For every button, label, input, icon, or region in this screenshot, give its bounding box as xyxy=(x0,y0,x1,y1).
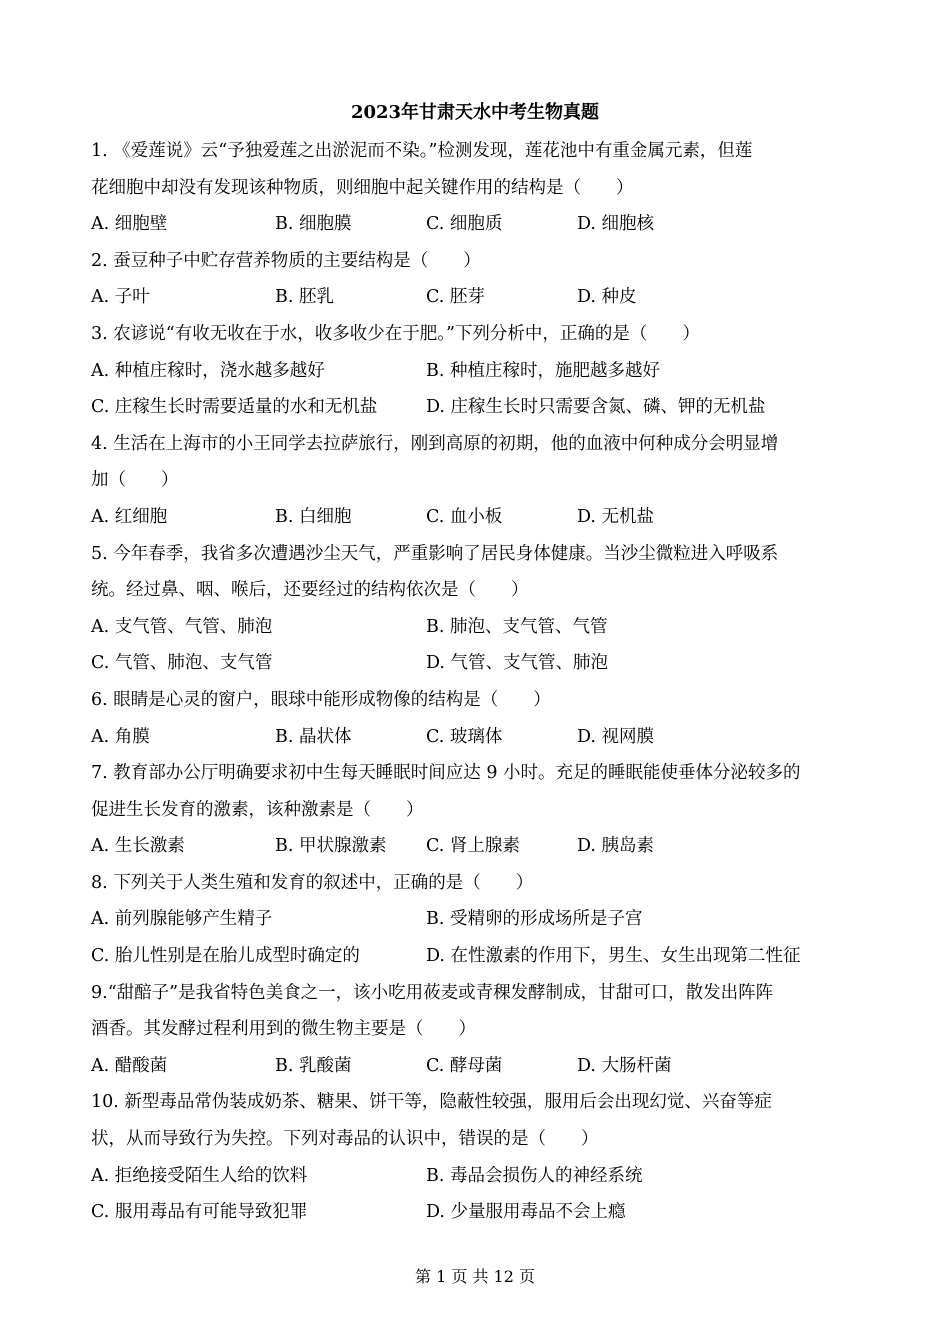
option-c: C. 酵母菌 xyxy=(426,1055,503,1076)
question-3 xyxy=(91,316,871,426)
option-b: B. 甲状腺激素 xyxy=(275,836,387,857)
option-c: C. 胚芽 xyxy=(426,287,485,308)
question-7 xyxy=(91,755,871,865)
option-b: B. 晶状体 xyxy=(275,726,352,747)
question-stem: 5. 今年春季，我省多次遭遇沙尘天气，严重影响了居民身体健康。当沙尘微粒进入呼吸系 xyxy=(91,543,779,564)
options-row xyxy=(91,206,871,243)
options-row xyxy=(91,499,871,536)
option-c: C. 胎儿性别是在胎儿成型时确定的 xyxy=(91,946,360,967)
question-stem: 8. 下列关于人类生殖和发育的叙述中，正确的是（ ） xyxy=(91,872,534,893)
question-stem: 1. 《爱莲说》云“予独爱莲之出淤泥而不染。”检测发现，莲花池中有重金属元素，但莲 xyxy=(91,141,753,161)
option-d: D. 少量服用毒品不会上瘾 xyxy=(426,1202,626,1223)
options-row xyxy=(91,938,871,975)
options-row xyxy=(91,389,871,426)
page-footer: 第 1 页 共 12 页 xyxy=(415,1267,535,1286)
question-list xyxy=(91,133,871,1231)
options-row xyxy=(91,279,871,316)
option-a: A. 生长激素 xyxy=(91,836,185,857)
option-d: D. 大肠杆菌 xyxy=(577,1055,672,1076)
option-c: C. 玻璃体 xyxy=(426,726,503,747)
options-row xyxy=(91,719,871,756)
question-2 xyxy=(91,243,871,316)
question-stem: 6. 眼睛是心灵的窗户，眼球中能形成物像的结构是（ ） xyxy=(91,689,551,710)
question-stem: 花细胞中却没有发现该种物质，则细胞中起关键作用的结构是（ ） xyxy=(91,177,634,198)
question-4 xyxy=(91,426,871,536)
question-stem: 4. 生活在上海市的小王同学去拉萨旅行，刚到高原的初期，他的血液中何种成分会明显增 xyxy=(91,433,779,454)
option-d: D. 种皮 xyxy=(577,287,637,308)
option-b: B. 白细胞 xyxy=(275,506,352,527)
option-b: B. 肺泡、支气管、气管 xyxy=(426,616,608,637)
option-a: A. 角膜 xyxy=(91,726,150,747)
question-stem: 促进生长发育的激素，该种激素是（ ） xyxy=(91,799,424,820)
options-row xyxy=(91,609,871,646)
option-a: A. 细胞壁 xyxy=(91,214,168,235)
option-d: D. 视网膜 xyxy=(577,726,655,747)
option-c: C. 细胞质 xyxy=(426,214,503,235)
option-a: A. 支气管、气管、肺泡 xyxy=(91,616,273,637)
option-a: A. 醋酸菌 xyxy=(91,1055,168,1076)
option-c: C. 血小板 xyxy=(426,506,503,527)
option-b: B. 受精卵的形成场所是子宫 xyxy=(426,909,643,930)
question-5 xyxy=(91,536,871,682)
options-row xyxy=(91,645,871,682)
question-stem: 状，从而导致行为失控。下列对毒品的认识中，错误的是（ ） xyxy=(91,1129,599,1150)
question-10 xyxy=(91,1084,871,1230)
options-row xyxy=(91,1194,871,1231)
option-d: D. 庄稼生长时只需要含氮、磷、钾的无机盐 xyxy=(426,397,766,418)
option-d: D. 胰岛素 xyxy=(577,836,655,857)
option-b: B. 细胞膜 xyxy=(275,214,352,235)
option-b: B. 种植庄稼时，施肥越多越好 xyxy=(426,360,660,381)
option-c: C. 庄稼生长时需要适量的水和无机盐 xyxy=(91,397,378,418)
option-c: C. 气管、肺泡、支气管 xyxy=(91,653,273,674)
option-b: B. 毒品会损伤人的神经系统 xyxy=(426,1165,643,1186)
question-stem: 10. 新型毒品常伪装成奶茶、糖果、饼干等，隐蔽性较强，服用后会出现幻觉、兴奋等症 xyxy=(91,1092,772,1113)
option-c: C. 服用毒品有可能导致犯罪 xyxy=(91,1202,308,1223)
question-stem: 9.“甜醅子”是我省特色美食之一，该小吃用莜麦或青稞发酵制成，甘甜可口，散发出阵阵 xyxy=(91,982,774,1003)
question-9 xyxy=(91,975,871,1085)
option-d: D. 在性激素的作用下，男生、女生出现第二性征 xyxy=(426,946,801,967)
options-row xyxy=(91,1158,871,1195)
question-stem: 酒香。其发酵过程利用到的微生物主要是（ ） xyxy=(91,1019,476,1040)
option-c: C. 肾上腺素 xyxy=(426,836,520,857)
question-stem: 2. 蚕豆种子中贮存营养物质的主要结构是（ ） xyxy=(91,250,481,271)
option-a: A. 种植庄稼时，浇水越多越好 xyxy=(91,360,325,381)
options-row xyxy=(91,901,871,938)
options-row xyxy=(91,353,871,390)
page-title: 2023年甘肃天水中考生物真题 xyxy=(350,102,600,123)
option-a: A. 红细胞 xyxy=(91,506,168,527)
question-stem: 3. 农谚说“有收无收在于水，收多收少在于肥。”下列分析中，正确的是（ ） xyxy=(91,323,700,344)
option-a: A. 拒绝接受陌生人给的饮料 xyxy=(91,1165,308,1186)
question-8 xyxy=(91,865,871,975)
question-stem: 加（ ） xyxy=(91,470,179,491)
option-d: D. 细胞核 xyxy=(577,214,655,235)
option-b: B. 乳酸菌 xyxy=(275,1055,352,1076)
options-row xyxy=(91,1048,871,1085)
question-1 xyxy=(91,133,871,243)
option-b: B. 胚乳 xyxy=(275,287,334,308)
options-row xyxy=(91,828,871,865)
option-a: A. 子叶 xyxy=(91,287,150,308)
option-d: D. 无机盐 xyxy=(577,506,655,527)
option-d: D. 气管、支气管、肺泡 xyxy=(426,653,609,674)
question-6 xyxy=(91,682,871,755)
question-stem: 统。经过鼻、咽、喉后，还要经过的结构依次是（ ） xyxy=(91,580,529,601)
option-a: A. 前列腺能够产生精子 xyxy=(91,909,273,930)
question-stem: 7. 教育部办公厅明确要求初中生每天睡眠时间应达 9 小时。充足的睡眠能使垂体分泌较多的 xyxy=(91,763,801,784)
